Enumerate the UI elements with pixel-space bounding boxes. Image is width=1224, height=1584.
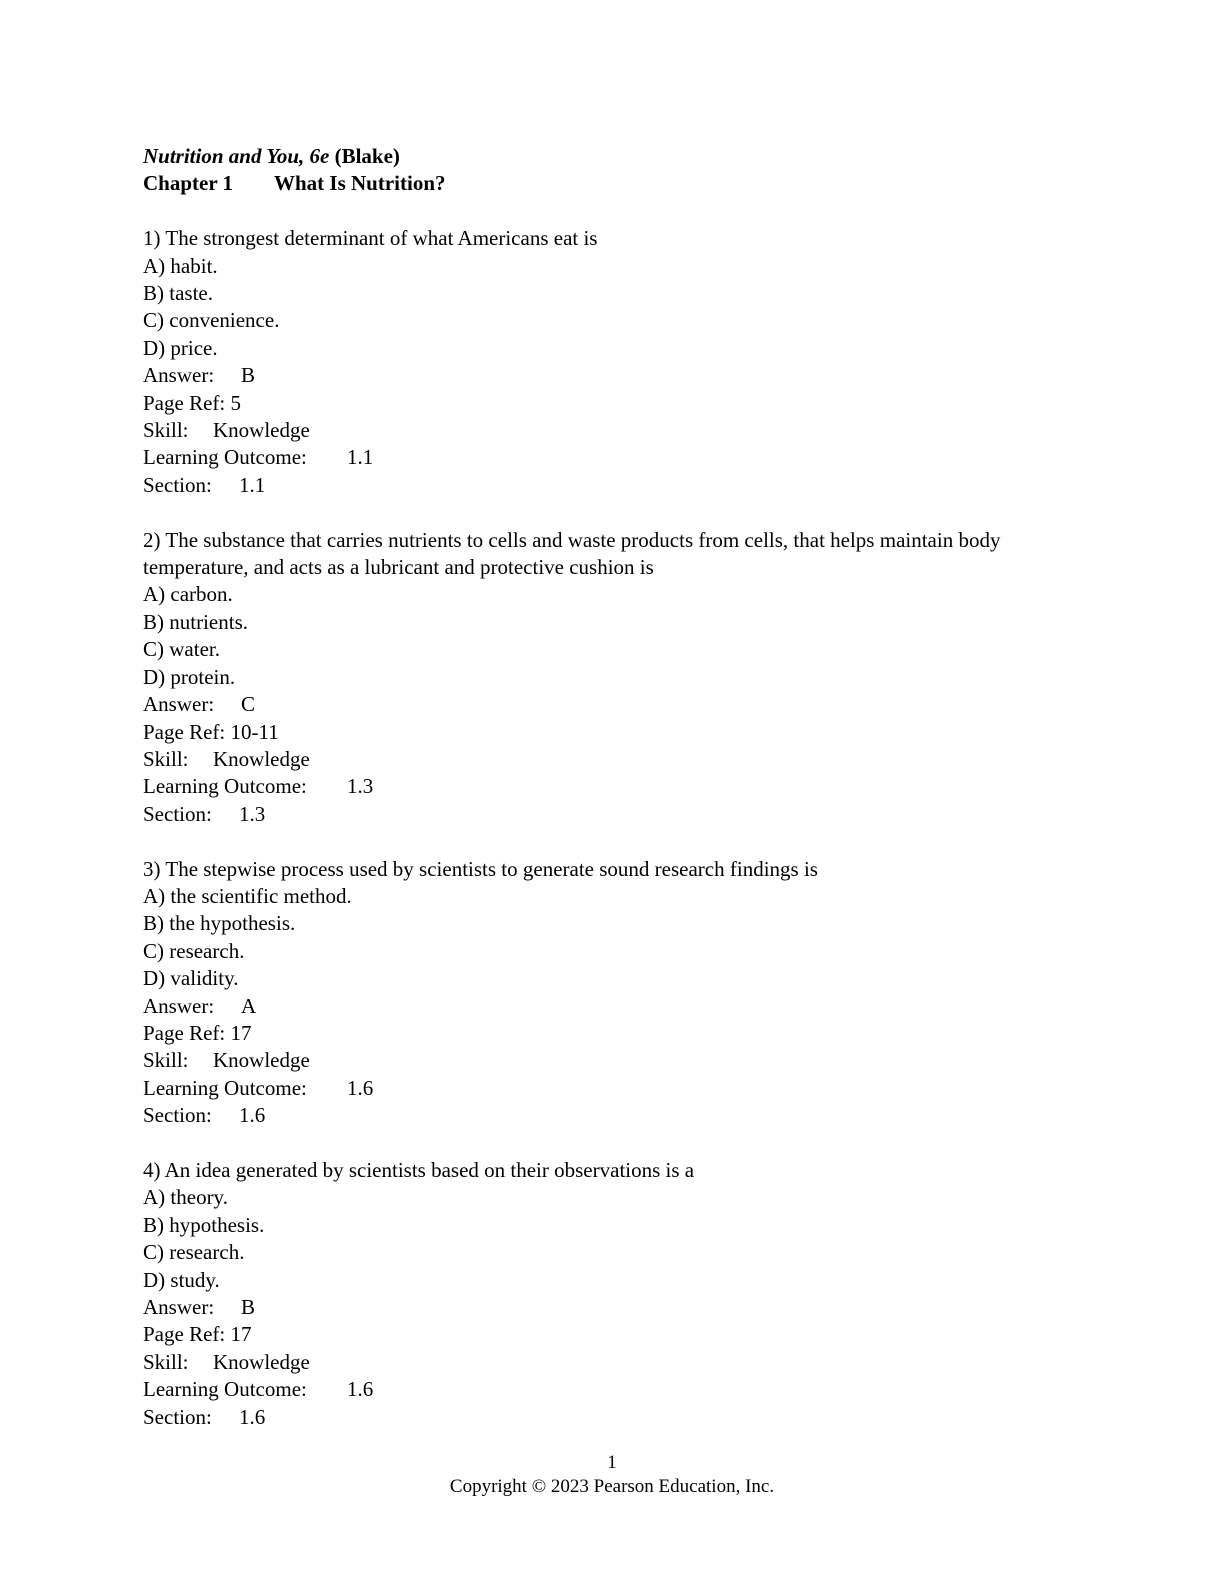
learning-outcome-label: Learning Outcome: (143, 445, 307, 470)
answer-line (143, 691, 1103, 718)
question-stem: 2) The substance that carries nutrients to cells and waste products from cells, that helps maintain body temperature, and acts as a lubricant and protective cushion is (143, 527, 1001, 580)
option-c: C) research. (143, 938, 245, 963)
skill-value: Knowledge (213, 1349, 310, 1374)
answer-value: B (241, 1295, 256, 1319)
section-value: 1.3 (239, 801, 266, 826)
learning-outcome-value: 1.1 (347, 445, 374, 470)
option-d: D) protein. (143, 664, 236, 689)
learning-outcome-label: Learning Outcome: (143, 774, 307, 799)
option-c: C) convenience. (143, 308, 280, 333)
question-3 (143, 856, 1103, 1130)
chapter-label: Chapter 1 (143, 171, 234, 196)
page-ref: Page Ref: 5 (143, 390, 241, 415)
chapter-heading (143, 170, 1103, 197)
question-2 (143, 527, 1103, 828)
skill-line (143, 746, 1103, 773)
learning-outcome-label: Learning Outcome: (143, 1075, 307, 1100)
option-b: B) taste. (143, 281, 213, 306)
answer-label: Answer: (143, 363, 215, 388)
skill-label: Skill: (143, 418, 189, 443)
copyright-notice: Copyright © 2023 Pearson Education, Inc. (449, 1476, 775, 1497)
answer-value: B (241, 363, 256, 388)
skill-line (143, 417, 1103, 444)
section-value: 1.6 (239, 1103, 266, 1128)
option-b: B) nutrients. (143, 609, 248, 634)
answer-line (143, 993, 1103, 1020)
skill-label: Skill: (143, 1349, 189, 1374)
question-stem: 3) The stepwise process used by scientists to generate sound research findings is (143, 856, 818, 881)
answer-value: A (241, 993, 257, 1018)
option-d: D) study. (143, 1267, 220, 1292)
learning-outcome-line (143, 444, 1103, 471)
skill-value: Knowledge (213, 418, 310, 443)
answer-label: Answer: (143, 692, 215, 717)
book-author: (Blake) (334, 144, 400, 168)
option-a: A) the scientific method. (143, 883, 352, 908)
section-label: Section: (143, 1103, 212, 1128)
option-d: D) price. (143, 335, 218, 360)
answer-line (143, 1294, 1103, 1321)
section-line (143, 801, 1103, 828)
skill-line (143, 1349, 1103, 1376)
skill-line (143, 1047, 1103, 1074)
question-4 (143, 1157, 1103, 1431)
skill-value: Knowledge (213, 1048, 310, 1073)
learning-outcome-value: 1.6 (347, 1377, 374, 1402)
section-value: 1.1 (239, 472, 266, 497)
option-d: D) validity. (143, 966, 239, 991)
section-label: Section: (143, 1404, 212, 1429)
skill-value: Knowledge (213, 746, 310, 771)
learning-outcome-label: Learning Outcome: (143, 1377, 307, 1402)
section-label: Section: (143, 472, 212, 497)
answer-label: Answer: (143, 993, 215, 1018)
section-value: 1.6 (239, 1404, 266, 1429)
section-label: Section: (143, 801, 212, 826)
question-stem: 4) An idea generated by scientists based on their observations is a (143, 1157, 695, 1182)
section-line (143, 1102, 1103, 1129)
answer-label: Answer: (143, 1295, 215, 1319)
book-title: Nutrition and You, 6e (143, 144, 330, 168)
answer-value: C (241, 692, 256, 717)
option-b: B) the hypothesis. (143, 911, 296, 936)
option-c: C) water. (143, 637, 220, 662)
section-line (143, 472, 1103, 499)
page-ref: Page Ref: 17 (143, 1322, 252, 1347)
option-a: A) habit. (143, 253, 218, 278)
page-content (143, 143, 1103, 1458)
learning-outcome-line (143, 1376, 1103, 1403)
page-ref: Page Ref: 10-11 (143, 719, 279, 744)
option-b: B) hypothesis. (143, 1212, 265, 1237)
section-line (143, 1404, 1103, 1431)
question-1 (143, 225, 1103, 499)
option-a: A) theory. (143, 1185, 228, 1210)
question-stem: 1) The strongest determinant of what Americans eat is (143, 226, 598, 251)
option-c: C) research. (143, 1240, 245, 1265)
learning-outcome-line (143, 1075, 1103, 1102)
answer-line (143, 362, 1103, 389)
chapter-title: What Is Nutrition? (274, 171, 446, 196)
header-spacer (143, 198, 1103, 225)
skill-label: Skill: (143, 1048, 189, 1073)
page-ref: Page Ref: 17 (143, 1020, 252, 1045)
learning-outcome-line (143, 773, 1103, 800)
learning-outcome-value: 1.3 (347, 774, 374, 799)
skill-label: Skill: (143, 746, 189, 771)
option-a: A) carbon. (143, 582, 233, 607)
book-title-line (143, 143, 1103, 170)
learning-outcome-value: 1.6 (347, 1075, 374, 1100)
page-number: 1 (607, 1452, 617, 1473)
